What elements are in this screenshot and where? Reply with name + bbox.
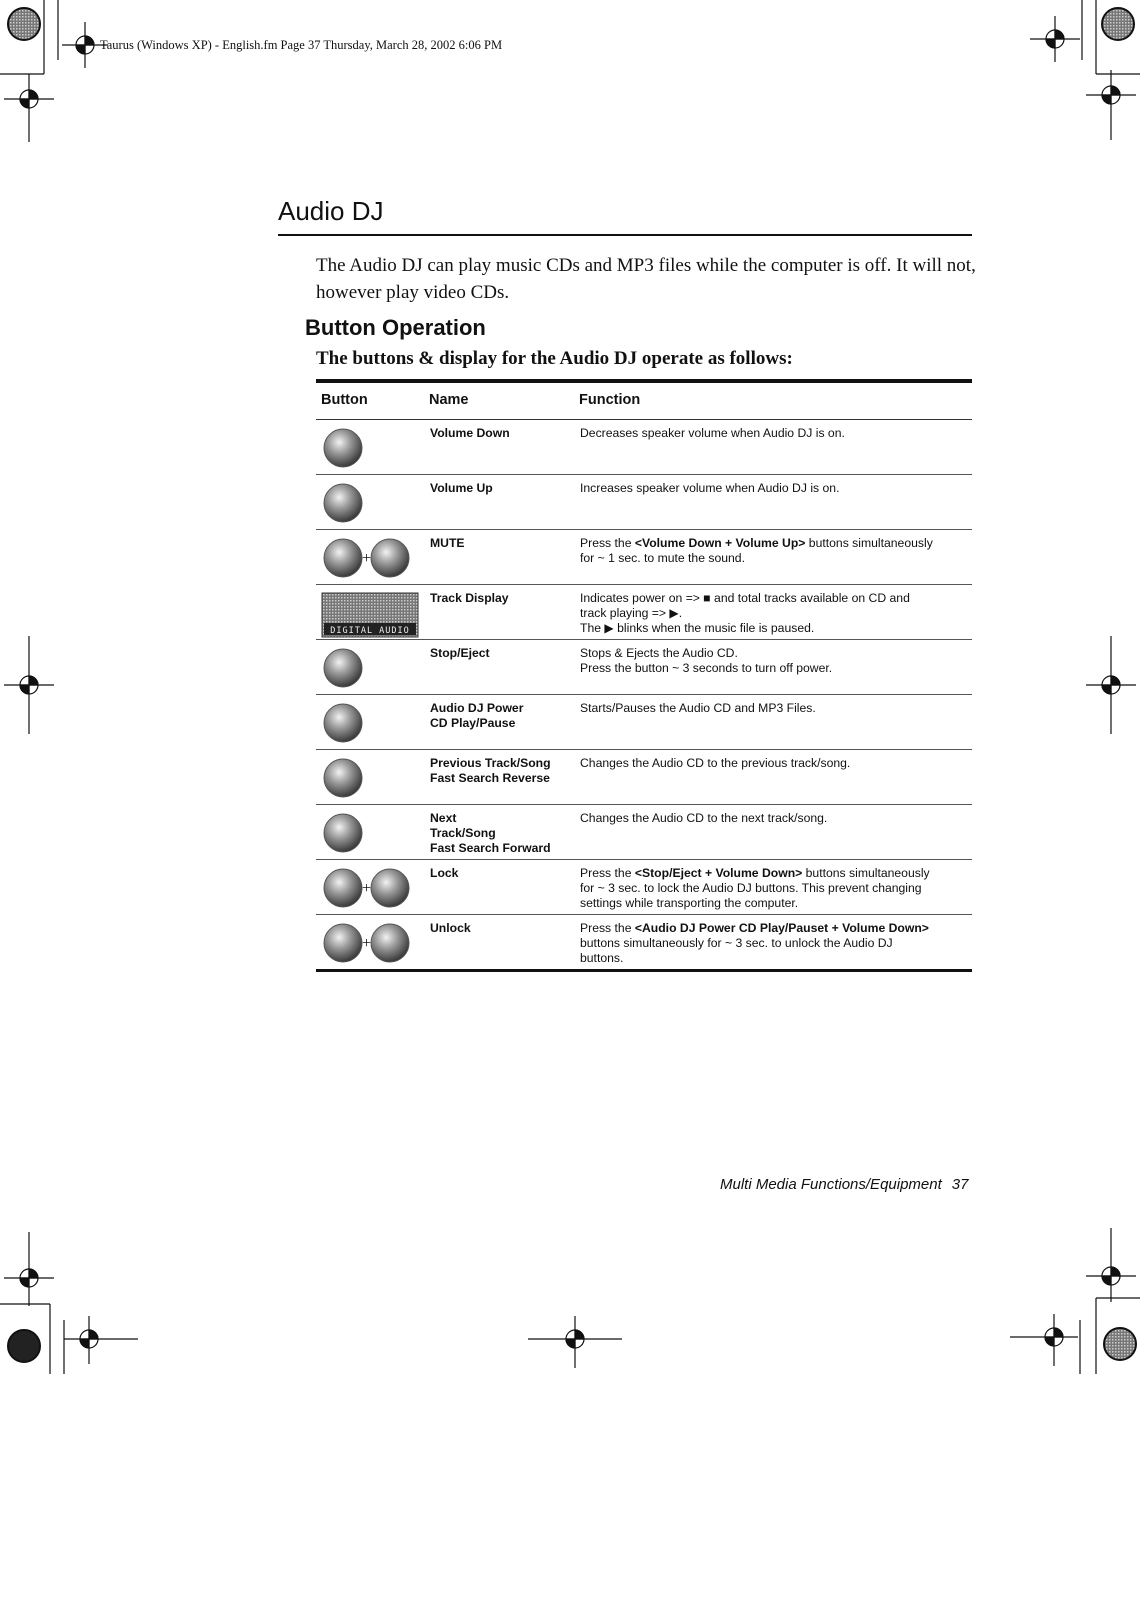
button-name [430, 866, 578, 881]
button-table [316, 379, 972, 972]
button-name-line: Previous Track/Song [430, 756, 551, 770]
button-illustration [320, 921, 424, 965]
round-button-icon [320, 646, 366, 690]
page-title: Audio DJ [278, 196, 384, 226]
button-function [580, 426, 970, 441]
crosshair-icon [528, 1314, 622, 1370]
table-row [316, 475, 972, 530]
crosshair-icon [1086, 70, 1136, 142]
button-illustration [320, 536, 424, 580]
round-button-icon [320, 756, 366, 800]
table-row [316, 805, 972, 860]
crosshair-icon [64, 1314, 138, 1364]
plus-sign: + [362, 549, 372, 567]
crosshair-icon [1086, 1228, 1136, 1304]
button-name-line: Stop/Eject [430, 646, 490, 660]
table-row [316, 530, 972, 585]
button-illustration [320, 866, 424, 910]
button-illustration [320, 811, 424, 855]
function-line: Press the <Stop/Eject + Volume Down> buttons simultaneously [580, 866, 930, 880]
button-name-line: MUTE [430, 536, 465, 550]
crosshair-icon [10, 1530, 11, 1531]
button-function [580, 866, 970, 911]
crosshair-icon [1010, 1312, 1078, 1368]
button-function [580, 756, 970, 771]
button-name [430, 756, 578, 786]
function-line: Stops & Ejects the Audio CD. [580, 646, 738, 660]
function-line: Decreases speaker volume when Audio DJ is on. [580, 426, 845, 440]
button-name [430, 481, 578, 496]
crosshair-icon [10, 1532, 11, 1533]
button-function [580, 536, 970, 566]
button-function [580, 921, 970, 966]
function-line: Changes the Audio CD to the previous track/song. [580, 756, 851, 770]
round-button-icon [320, 921, 366, 965]
crosshair-icon [10, 1530, 11, 1531]
button-name-line: Track/Song [430, 826, 496, 840]
crosshair-icon [1098, 4, 1138, 44]
crosshair-icon [4, 1530, 54, 1606]
crosshair-icon [1030, 14, 1080, 64]
round-button-icon [367, 536, 413, 580]
plus-sign: + [362, 934, 372, 952]
button-name-line: Volume Down [430, 426, 510, 440]
header-button: Button [321, 392, 368, 408]
table-row [316, 750, 972, 805]
header-function: Function [579, 392, 641, 408]
round-button-icon [320, 481, 366, 525]
button-function [580, 481, 970, 496]
round-button-icon [320, 536, 366, 580]
display-label: DIGITAL AUDIO [330, 626, 410, 636]
round-button-icon [367, 921, 413, 965]
table-row [316, 915, 972, 969]
table-row [316, 420, 972, 475]
crosshair-icon [10, 1530, 11, 1531]
button-name [430, 811, 578, 856]
crosshair-icon [1100, 1324, 1140, 1364]
function-line: for ~ 3 sec. to lock the Audio DJ buttons. This prevent changing [580, 881, 922, 895]
table-bottom-rule [316, 969, 972, 972]
function-line: The ▶ blinks when the music file is paused. [580, 621, 815, 635]
function-line: track playing => ▶. [580, 606, 683, 620]
button-illustration [320, 481, 424, 525]
button-illustration [320, 756, 424, 800]
button-name [430, 921, 578, 936]
crosshair-icon [10, 1530, 11, 1531]
crosshair-icon [1086, 636, 1136, 734]
crosshair-icon [10, 1530, 11, 1531]
page-footer [720, 1176, 968, 1193]
crosshair-icon [4, 636, 54, 734]
crosshair-icon [4, 1534, 5, 1535]
page-number: 37 [951, 1176, 969, 1193]
button-illustration [320, 426, 424, 470]
button-name-line: CD Play/Pause [430, 716, 516, 730]
button-name [430, 536, 578, 551]
track-display-icon [320, 591, 420, 639]
table-caption: The buttons & display for the Audio DJ operate as follows: [316, 348, 793, 369]
slug-line: Taurus (Windows XP) - English.fm Page 37 Thursday, March 28, 2002 6:06 PM [100, 38, 503, 52]
button-name-line: Volume Up [430, 481, 493, 495]
round-button-icon [367, 866, 413, 910]
button-name-line: Next [430, 811, 457, 825]
crosshair-icon [4, 1530, 54, 1606]
button-name-line: Audio DJ Power [430, 701, 524, 715]
button-name-line: Fast Search Reverse [430, 771, 550, 785]
button-name [430, 591, 578, 606]
footer-section: Multi Media Functions/Equipment [720, 1176, 942, 1193]
button-name-line: Track Display [430, 591, 509, 605]
plus-sign: + [362, 879, 372, 897]
section-heading: Button Operation [305, 315, 486, 340]
function-line: Starts/Pauses the Audio CD and MP3 Files. [580, 701, 816, 715]
function-line: for ~ 1 sec. to mute the sound. [580, 551, 745, 565]
title-rule [278, 234, 972, 236]
function-line: settings while transporting the computer. [580, 896, 799, 910]
button-name [430, 701, 578, 731]
button-function [580, 701, 970, 716]
round-button-icon [320, 701, 366, 745]
button-name-line: Unlock [430, 921, 471, 935]
table-row [316, 585, 972, 640]
function-line: Press the button ~ 3 seconds to turn off power. [580, 661, 833, 675]
crosshair-icon [8, 1530, 9, 1531]
button-illustration [320, 646, 424, 690]
round-button-icon [320, 811, 366, 855]
crosshair-icon [4, 74, 54, 144]
function-line: buttons. [580, 951, 624, 965]
crosshair-icon [4, 1232, 54, 1308]
table-row [316, 640, 972, 695]
button-name-line: Fast Search Forward [430, 841, 551, 855]
table-header [316, 383, 972, 420]
function-line: buttons simultaneously for ~ 3 sec. to unlock the Audio DJ [580, 936, 893, 950]
button-name [430, 426, 578, 441]
table-row [316, 860, 972, 915]
crosshair-icon [4, 1534, 5, 1535]
function-line: Changes the Audio CD to the next track/song. [580, 811, 828, 825]
function-line: Indicates power on => ■ and total tracks available on CD and [580, 591, 910, 605]
button-illustration [320, 591, 424, 635]
crosshair-icon [10, 1534, 11, 1535]
round-button-icon [320, 866, 366, 910]
table-row [316, 695, 972, 750]
function-line: Press the <Audio DJ Power CD Play/Pauset + Volume Down> [580, 921, 929, 935]
button-illustration [320, 701, 424, 745]
crosshair-icon [4, 1532, 54, 1606]
button-function [580, 811, 970, 826]
button-function [580, 591, 970, 636]
intro-paragraph: The Audio DJ can play music CDs and MP3 files while the computer is off. It will not, however play video CDs. [316, 255, 976, 303]
round-button-icon [320, 426, 366, 470]
button-name-line: Lock [430, 866, 459, 880]
function-line: Press the <Volume Down + Volume Up> buttons simultaneously [580, 536, 933, 550]
button-name [430, 646, 578, 661]
table-body [316, 420, 972, 969]
crosshair-icon [4, 1326, 44, 1366]
function-line: Increases speaker volume when Audio DJ is on. [580, 481, 840, 495]
crosshair-icon [4, 4, 44, 44]
header-name: Name [429, 392, 469, 408]
button-function [580, 646, 970, 676]
